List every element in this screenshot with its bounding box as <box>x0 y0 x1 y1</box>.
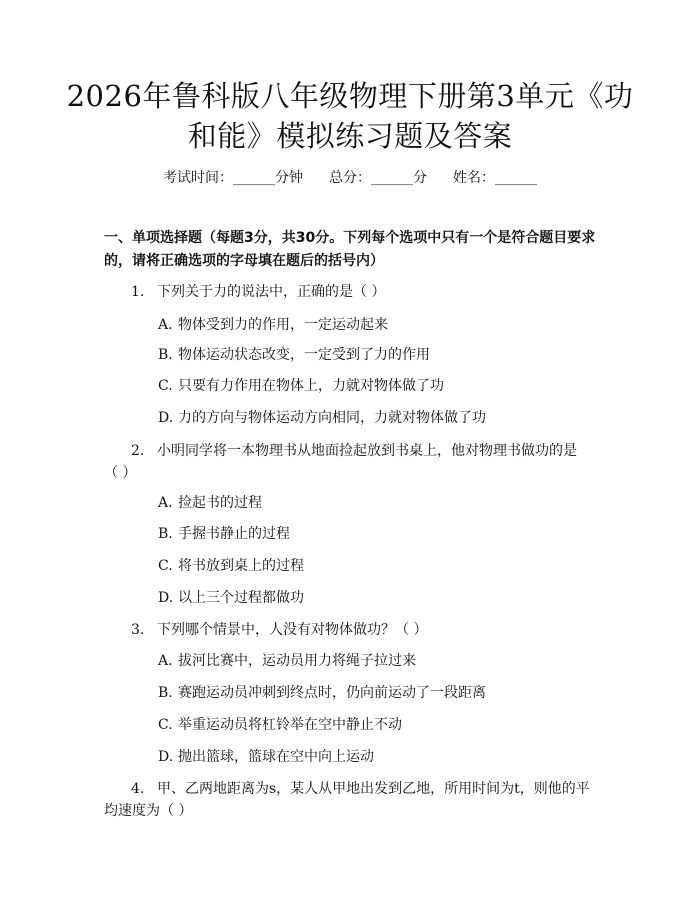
option-letter: A. <box>158 653 173 669</box>
question-2-continuation: （ ） <box>104 465 137 481</box>
question-1-option-b <box>158 345 430 365</box>
question-1-option-c <box>158 376 444 396</box>
option-letter: D. <box>158 749 174 765</box>
question-text: 甲、乙两地距离为s，某人从甲地出发到乙地，所用时间为t，则他的平 <box>157 781 590 797</box>
option-text: 只要有力作用在物体上，力就对物体做了功 <box>178 378 444 394</box>
question-3-option-a <box>158 651 416 671</box>
option-letter: B. <box>158 685 173 701</box>
question-3-option-d <box>158 747 374 767</box>
option-text: 手握书静止的过程 <box>178 526 290 542</box>
option-text: 将书放到桌上的过程 <box>178 558 304 574</box>
student-name-field: 姓名：______ <box>453 170 537 186</box>
option-text: 物体受到力的作用，一定运动起来 <box>178 317 388 333</box>
question-2-option-b <box>158 524 290 544</box>
option-letter: C. <box>158 558 173 574</box>
question-4 <box>131 778 601 800</box>
question-number: 4. <box>131 781 145 797</box>
option-letter: B. <box>158 347 173 363</box>
option-text: 抛出篮球，篮球在空中向上运动 <box>178 749 374 765</box>
section-heading <box>104 227 604 273</box>
option-text: 力的方向与物体运动方向相同，力就对物体做了功 <box>178 410 486 426</box>
question-3 <box>131 619 601 641</box>
option-text: 举重运动员将杠铃举在空中静止不动 <box>178 717 402 733</box>
option-letter: A. <box>158 317 173 333</box>
option-letter: A. <box>158 495 173 511</box>
exam-time-field: 考试时间：______分钟 <box>163 170 303 186</box>
question-2 <box>131 440 601 462</box>
question-4-continuation: 均速度为（ ） <box>104 803 193 819</box>
option-letter: C. <box>158 717 173 733</box>
option-text: 物体运动状态改变，一定受到了力的作用 <box>178 347 430 363</box>
question-2-option-d <box>158 588 304 608</box>
question-2-option-c <box>158 556 304 576</box>
question-number: 1. <box>131 284 145 300</box>
question-text: 下列哪个情景中，人没有对物体做功？（ ） <box>157 622 428 638</box>
option-text: 赛跑运动员冲刺到终点时，仍向前运动了一段距离 <box>178 685 486 701</box>
option-letter: D. <box>158 590 174 606</box>
option-text: 以上三个过程都做功 <box>178 590 304 606</box>
question-text: 下列关于力的说法中，正确的是（ ） <box>157 284 386 300</box>
option-text: 捡起书的过程 <box>178 495 262 511</box>
question-1-option-a <box>158 315 388 335</box>
question-text: 小明同学将一本物理书从地面捡起放到书桌上，他对物理书做功的是 <box>157 443 577 459</box>
question-number: 3. <box>131 622 145 638</box>
document-title <box>60 76 640 156</box>
question-3-option-c <box>158 715 402 735</box>
section-heading-line-1: 一、单项选择题（每题3分，共30分。下列每个选项中只有一个是符合题目要求 <box>104 230 596 246</box>
section-heading-line-2: 的，请将正确选项的字母填在题后的括号内） <box>104 253 384 269</box>
title-line-1: 2026年鲁科版八年级物理下册第3单元《功 <box>66 79 634 113</box>
option-letter: B. <box>158 526 173 542</box>
question-3-option-b <box>158 683 486 703</box>
option-letter: C. <box>158 378 173 394</box>
exam-meta <box>0 168 700 188</box>
title-line-2: 和能》模拟练习题及答案 <box>187 119 513 153</box>
total-score-field: 总分：______分 <box>329 170 427 186</box>
question-2-option-a <box>158 493 262 513</box>
question-number: 2. <box>131 443 145 459</box>
option-letter: D. <box>158 410 174 426</box>
option-text: 拔河比赛中，运动员用力将绳子拉过来 <box>178 653 416 669</box>
question-1 <box>131 281 601 303</box>
question-1-option-d <box>158 408 486 428</box>
